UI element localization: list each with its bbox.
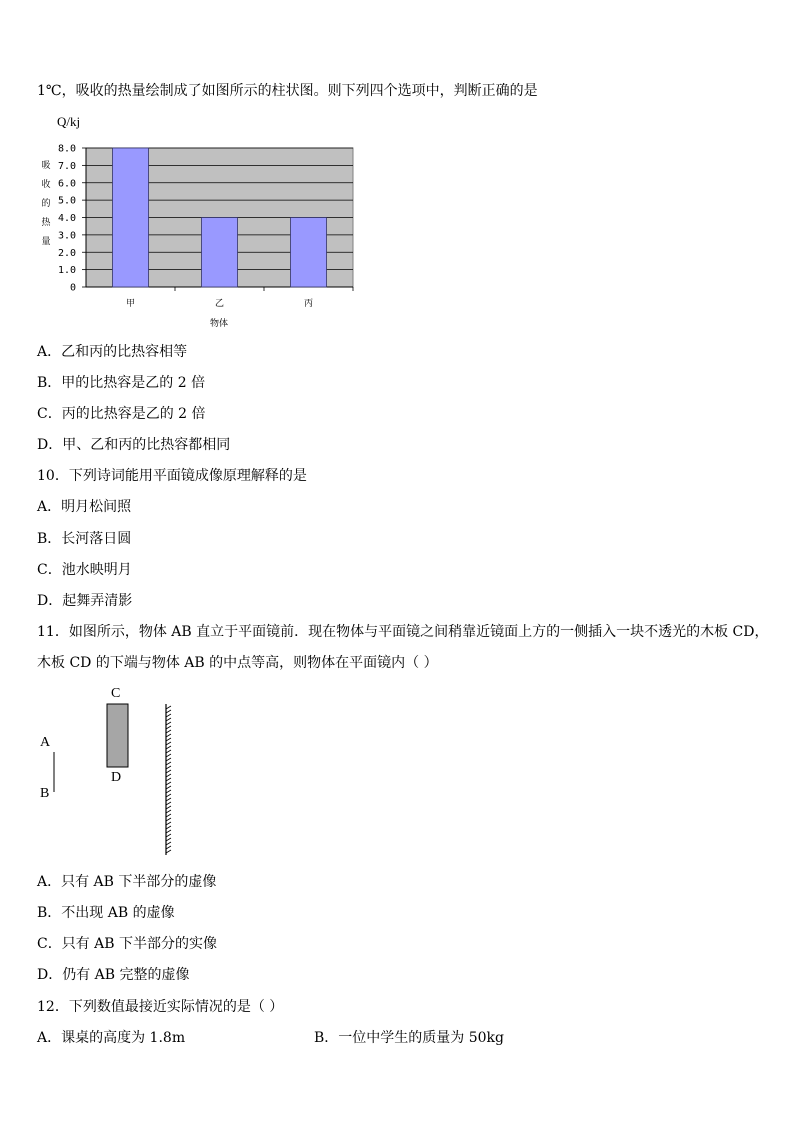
hatch-stroke xyxy=(166,782,171,785)
hatch-stroke xyxy=(166,758,171,761)
hatch-stroke xyxy=(166,790,171,793)
hatch-stroke xyxy=(166,798,171,801)
q12-option-b: B．一位中学生的质量为 50kg xyxy=(314,1030,504,1046)
hatch-stroke xyxy=(166,766,171,769)
mirror-hatching xyxy=(166,706,171,853)
q11-stem-line2: 木板 CD 的下端与物体 AB 的中点等高，则物体在平面镜内（ ） xyxy=(37,655,438,671)
y-tick-label: 1.0 xyxy=(57,265,76,277)
q9-option-a: A．乙和丙的比热容相等 xyxy=(37,344,188,360)
q11-stem-line1: 11．如图所示，物体 AB 直立于平面镜前．现在物体与平面镜之间稍靠近镜面上方的一侧插入一块不透光的木板 CD， xyxy=(37,624,769,640)
q9-option-c: C．丙的比热容是乙的 2 倍 xyxy=(37,406,206,422)
hatch-stroke xyxy=(166,734,171,737)
hatch-stroke xyxy=(166,842,171,845)
q10-stem: 10．下列诗词能用平面镜成像原理解释的是 xyxy=(37,468,307,484)
y-axis-label-char: 的 xyxy=(41,199,51,209)
hatch-stroke xyxy=(166,814,171,817)
bar-3 xyxy=(291,218,327,288)
hatch-stroke xyxy=(166,778,171,781)
hatch-stroke xyxy=(166,774,171,777)
q9-stem: 1℃，吸收的热量绘制成了如图所示的柱状图。则下列四个选项中，判断正确的是 xyxy=(37,83,538,99)
hatch-stroke xyxy=(166,762,171,765)
q12-stem: 12．下列数值最接近实际情况的是（ ） xyxy=(37,999,284,1015)
y-axis-label-char: 热 xyxy=(41,218,51,228)
hatch-stroke xyxy=(166,822,171,825)
y-axis-label-char: 吸 xyxy=(41,161,51,171)
label-a: A xyxy=(40,735,51,750)
q10-option-d: D．起舞弄清影 xyxy=(37,593,133,609)
hatch-stroke xyxy=(166,826,171,829)
hatch-stroke xyxy=(166,730,171,733)
hatch-stroke xyxy=(166,710,171,713)
hatch-stroke xyxy=(166,746,171,749)
hatch-stroke xyxy=(166,794,171,797)
q11-option-b: B．不出现 AB 的虚像 xyxy=(37,905,175,921)
q11-option-c: C．只有 AB 下半部分的实像 xyxy=(37,936,218,952)
y-tick-label: 8.0 xyxy=(57,143,76,155)
hatch-stroke xyxy=(166,750,171,753)
bar-1 xyxy=(113,148,149,287)
board-cd xyxy=(107,704,128,767)
y-tick-label: 0 xyxy=(69,282,76,294)
hatch-stroke xyxy=(166,802,171,805)
hatch-stroke xyxy=(166,810,171,813)
y-tick-label: 6.0 xyxy=(57,178,76,190)
x-category-label: 甲 xyxy=(125,299,136,309)
q11-option-a: A．只有 AB 下半部分的虚像 xyxy=(37,874,217,890)
hatch-stroke xyxy=(166,718,171,721)
hatch-stroke xyxy=(166,846,171,849)
hatch-stroke xyxy=(166,770,171,773)
y-tick-label: 3.0 xyxy=(57,230,76,242)
hatch-stroke xyxy=(166,726,171,729)
q11-option-d: D．仍有 AB 完整的虚像 xyxy=(37,967,190,983)
y-axis-label-char: 收 xyxy=(41,180,51,190)
hatch-stroke xyxy=(166,850,171,853)
hatch-stroke xyxy=(166,786,171,789)
hatch-stroke xyxy=(166,838,171,841)
y-tick-label: 4.0 xyxy=(57,213,76,224)
y-tick-label: 7.0 xyxy=(57,160,76,172)
label-b: B xyxy=(40,786,50,801)
y-tick-label: 5.0 xyxy=(57,195,76,207)
q12-option-a: A．课桌的高度为 1.8m xyxy=(37,1030,186,1046)
q10-option-c: C．池水映明月 xyxy=(37,562,132,578)
bar-2 xyxy=(202,218,238,288)
hatch-stroke xyxy=(166,830,171,833)
hatch-stroke xyxy=(166,754,171,757)
y-axis-label-char: 量 xyxy=(41,237,51,247)
chart-title: Q/kj xyxy=(57,114,81,129)
hatch-stroke xyxy=(166,806,171,809)
bar-chart xyxy=(0,0,794,340)
x-category-label: 乙 xyxy=(214,299,225,309)
q9-option-d: D．甲、乙和丙的比热容都相同 xyxy=(37,437,231,453)
hatch-stroke xyxy=(166,714,171,717)
hatch-stroke xyxy=(166,706,171,709)
y-tick-label: 2.0 xyxy=(57,247,76,259)
hatch-stroke xyxy=(166,818,171,821)
q10-option-a: A．明月松间照 xyxy=(37,499,132,515)
q10-option-b: B．长河落日圆 xyxy=(37,531,132,547)
label-d: D xyxy=(111,770,122,785)
hatch-stroke xyxy=(166,738,171,741)
x-axis-label: 物体 xyxy=(209,319,229,329)
label-c: C xyxy=(111,686,121,701)
x-category-label: 丙 xyxy=(303,299,314,309)
hatch-stroke xyxy=(166,722,171,725)
hatch-stroke xyxy=(166,742,171,745)
q9-option-b: B．甲的比热容是乙的 2 倍 xyxy=(37,375,206,391)
hatch-stroke xyxy=(166,834,171,837)
